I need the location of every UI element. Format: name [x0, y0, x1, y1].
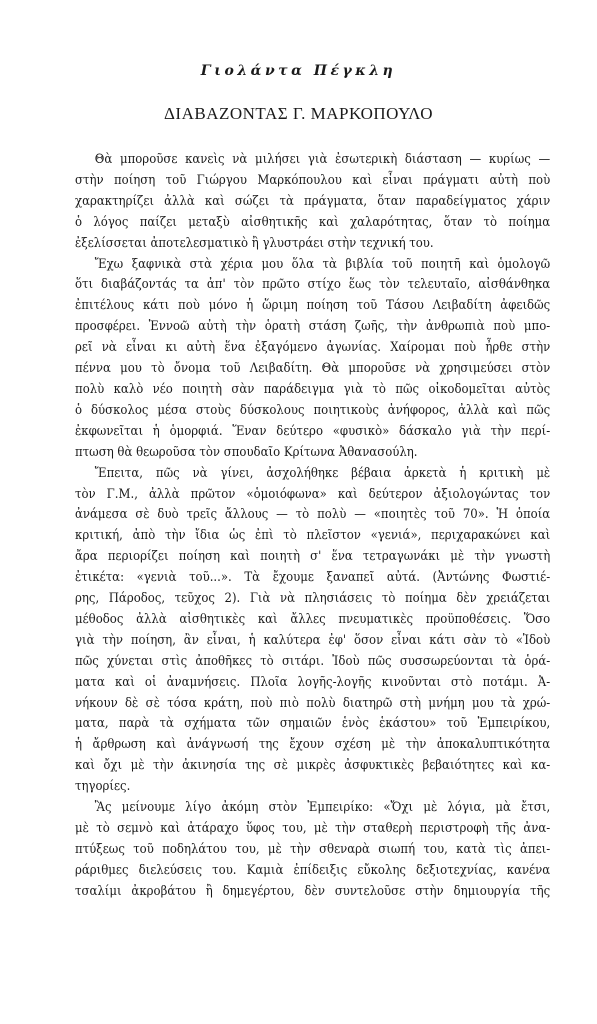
text-line: χαρακτηρίζει ἀλλὰ καὶ σώζει τὰ πράγματα, ὅταν παραδείγματος χάριν: [75, 193, 551, 209]
text-line: ὅτι διαβάζοντάς τα ἀπ' τὸν πρῶτο στίχο ἕως τὸν τελευταῖο, αἰσθάνθηκα: [75, 277, 551, 293]
text-line: Ἔπειτα, πῶς νὰ γίνει, ἀσχολήθηκε βέβαια ἀρκετὰ ἡ κριτικὴ μὲ: [94, 465, 551, 481]
text-line: πτωση θὰ θεωροῦσα τὸν σπουδαῖο Κρίτωνα Ἀθανασούλη.: [75, 444, 418, 460]
text-line: ὁ λόγος παίζει μεταξὺ αἰσθητικῆς καὶ χαλαρότητας, ὅταν τὸ ποίημα: [75, 214, 551, 230]
text-line: Ἂς μείνουμε λίγο ἀκόμη στὸν Ἐμπειρίκο: «Ὄχι μὲ λόγια, μὰ ἔτσι,: [94, 800, 551, 816]
text-line: ράριθμες διελεύσεις του. Καμιὰ ἐπίδειξις εὔκολης δεξιοτεχνίας, κανένα: [75, 862, 551, 878]
text-line: στὴν ποίηση τοῦ Γιώργου Μαρκόπουλου καὶ εἶναι πράγματι αὐτὴ ποὺ: [75, 172, 551, 188]
text-line: ἡ ἄρθρωση καὶ ἀνάγνωσή της ἔχουν σχέση μὲ τὴν ἀποκαλυπτικότητα: [75, 737, 551, 753]
text-line: πῶς χύνεται στὶς ἀποθῆκες τὸ σιτάρι. Ἰδοὺ πῶς συσσωρεύονται τὰ ὁρά-: [75, 653, 551, 669]
text-line: ὁ δύσκολος μέσα στοὺς δύσκολους ποιητικοὺς ἀνήφορος, ἀλλὰ καὶ πῶς: [75, 402, 551, 418]
text-line: μὲ τὸ σεμνὸ καὶ ἀτάραχο ὕφος του, μὲ τὴν σταθερὴ περιστροφὴ τῆς ἀνα-: [75, 821, 551, 836]
article-body: [75, 150, 550, 903]
text-line: μέθοδος ἀλλὰ αἰσθητικὲς καὶ ἄλλες πνευματικὲς προϋποθέσεις. Ὅσο: [75, 611, 551, 627]
text-line: καὶ ὄχι μὲ τὴν ἀκινησία της σὲ μικρὲς ἀσφυκτικὲς βεβαιότητες καὶ κα-: [75, 758, 551, 774]
text-line: ἄρα περιορίζει ποίηση καὶ ποιητὴ σ' ἕνα τετραγωνάκι μὲ τὴν γνωστὴ: [75, 549, 551, 565]
text-line: πέννα μου τὸ ὄνομα τοῦ Λειβαδίτη. Θὰ μποροῦσε νὰ χρησιμεύσει στὸν: [75, 361, 551, 377]
text-line: πολὺ καλὸ νέο ποιητὴ σὰν παράδειγμα γιὰ τὸ πῶς οἰκοδομεῖται αὐτὸς: [75, 381, 551, 397]
article-title: ΔΙΑΒΑΖΟΝΤΑΣ Γ. ΜΑΡΚΟΠΟΥΛΟ: [164, 104, 433, 123]
text-line: γιὰ τὴν ποίηση, ἂν εἶναι, ἡ καλύτερα ἐφ' ὅσον εἶναι κάτι σὰν τὸ «Ἰδοὺ: [75, 632, 551, 648]
text-line: τσαλίμι ἀκροβάτου ἢ δημεγέρτου, δὲν συντελοῦσε στὴν δημιουργία τῆς: [75, 883, 551, 899]
text-line: πτύξεως τοῦ ποδηλάτου του, μὲ τὴν σθεναρὰ σιωπή του, κατὰ τὶς ἀπει-: [75, 841, 551, 857]
text-line: ματα, παρὰ τὰ σχήματα τῶν σημαιῶν ἑνὸς ἑκάστου» τοῦ Ἐμπειρίκου,: [75, 716, 551, 732]
text-line: ρης, Πάροδος, τεῦχος 2). Γιὰ νὰ πλησιάσεις τὸ ποίημα δὲν χρειάζεται: [75, 591, 551, 607]
text-line: προσφέρει. Ἐννοῶ αὐτὴ τὴν ὁρατὴ στάση ζωῆς, τὴν ἀνθρωπιὰ ποὺ μπο-: [75, 319, 551, 335]
text-line: ματα καὶ οἱ ἀναμνήσεις. Πλοῖα λογῆς-λογῆς κινοῦνται στὸ ποτάμι. Ἀ-: [75, 674, 551, 690]
text-line: ἐξελίσσεται ἀποτελεσματικὸ ἢ γλυστράει στὴν τεχνική του.: [75, 235, 434, 251]
text-line: τηγορίες.: [75, 779, 131, 795]
text-line: Θὰ μποροῦσε κανεὶς νὰ μιλήσει γιὰ ἐσωτερικὴ διάσταση — κυρίως —: [94, 152, 551, 167]
text-line: Ἔχω ξαφνικὰ στὰ χέρια μου ὅλα τὰ βιβλία τοῦ ποιητῆ καὶ ὁμολογῶ: [94, 256, 551, 272]
text-line: ἐκφωνεῖται ἡ ὁμορφιά. Ἕναν δεύτερο «φυσικὸ» δάσκαλο γιὰ τὴν περί-: [75, 423, 551, 439]
text-line: τὸν Γ.Μ., ἀλλὰ πρῶτον «ὁμοιόφωνα» καὶ δεύτερον ἀξιολογώντας τον: [75, 486, 551, 502]
text-line: ρεῖ νὰ εἶναι κι αὐτὴ ἕνα ἐξαγόμενο ἀγωνίας. Χαίρομαι ποὺ ἦρθε στὴν: [75, 340, 551, 356]
text-line: ἀνάμεσα σὲ δυὸ τρεῖς ἄλλους — τὸ πολὺ — «ποιητὲς τοῦ 70». Ἡ ὁποία: [75, 507, 551, 523]
text-line: κριτική, ἀπὸ τὴν ἴδια ὡς ἐπὶ τὸ πλεῖστον «γενιά», περιχαρακώνει καὶ: [75, 528, 551, 544]
author-name: Γιολάντα Πέγκλη: [200, 63, 397, 79]
text-line: νήκουν δὲ σὲ τόσα κράτη, ποὺ πιὸ πολὺ διατηρῶ στὴ μνήμη μου τὰ χρώ-: [75, 695, 551, 711]
text-line: ἐπιτέλους κάτι ποὺ μόνο ἡ ὥριμη ποίηση τοῦ Τάσου Λειβαδίτη ἀφειδῶς: [75, 298, 551, 314]
text-line: ἐτικέτα: «γενιὰ τοῦ...». Τὰ ἔχουμε ξαναπεῖ αὐτά. (Ἀντώνης Φωστιέ-: [75, 570, 551, 586]
